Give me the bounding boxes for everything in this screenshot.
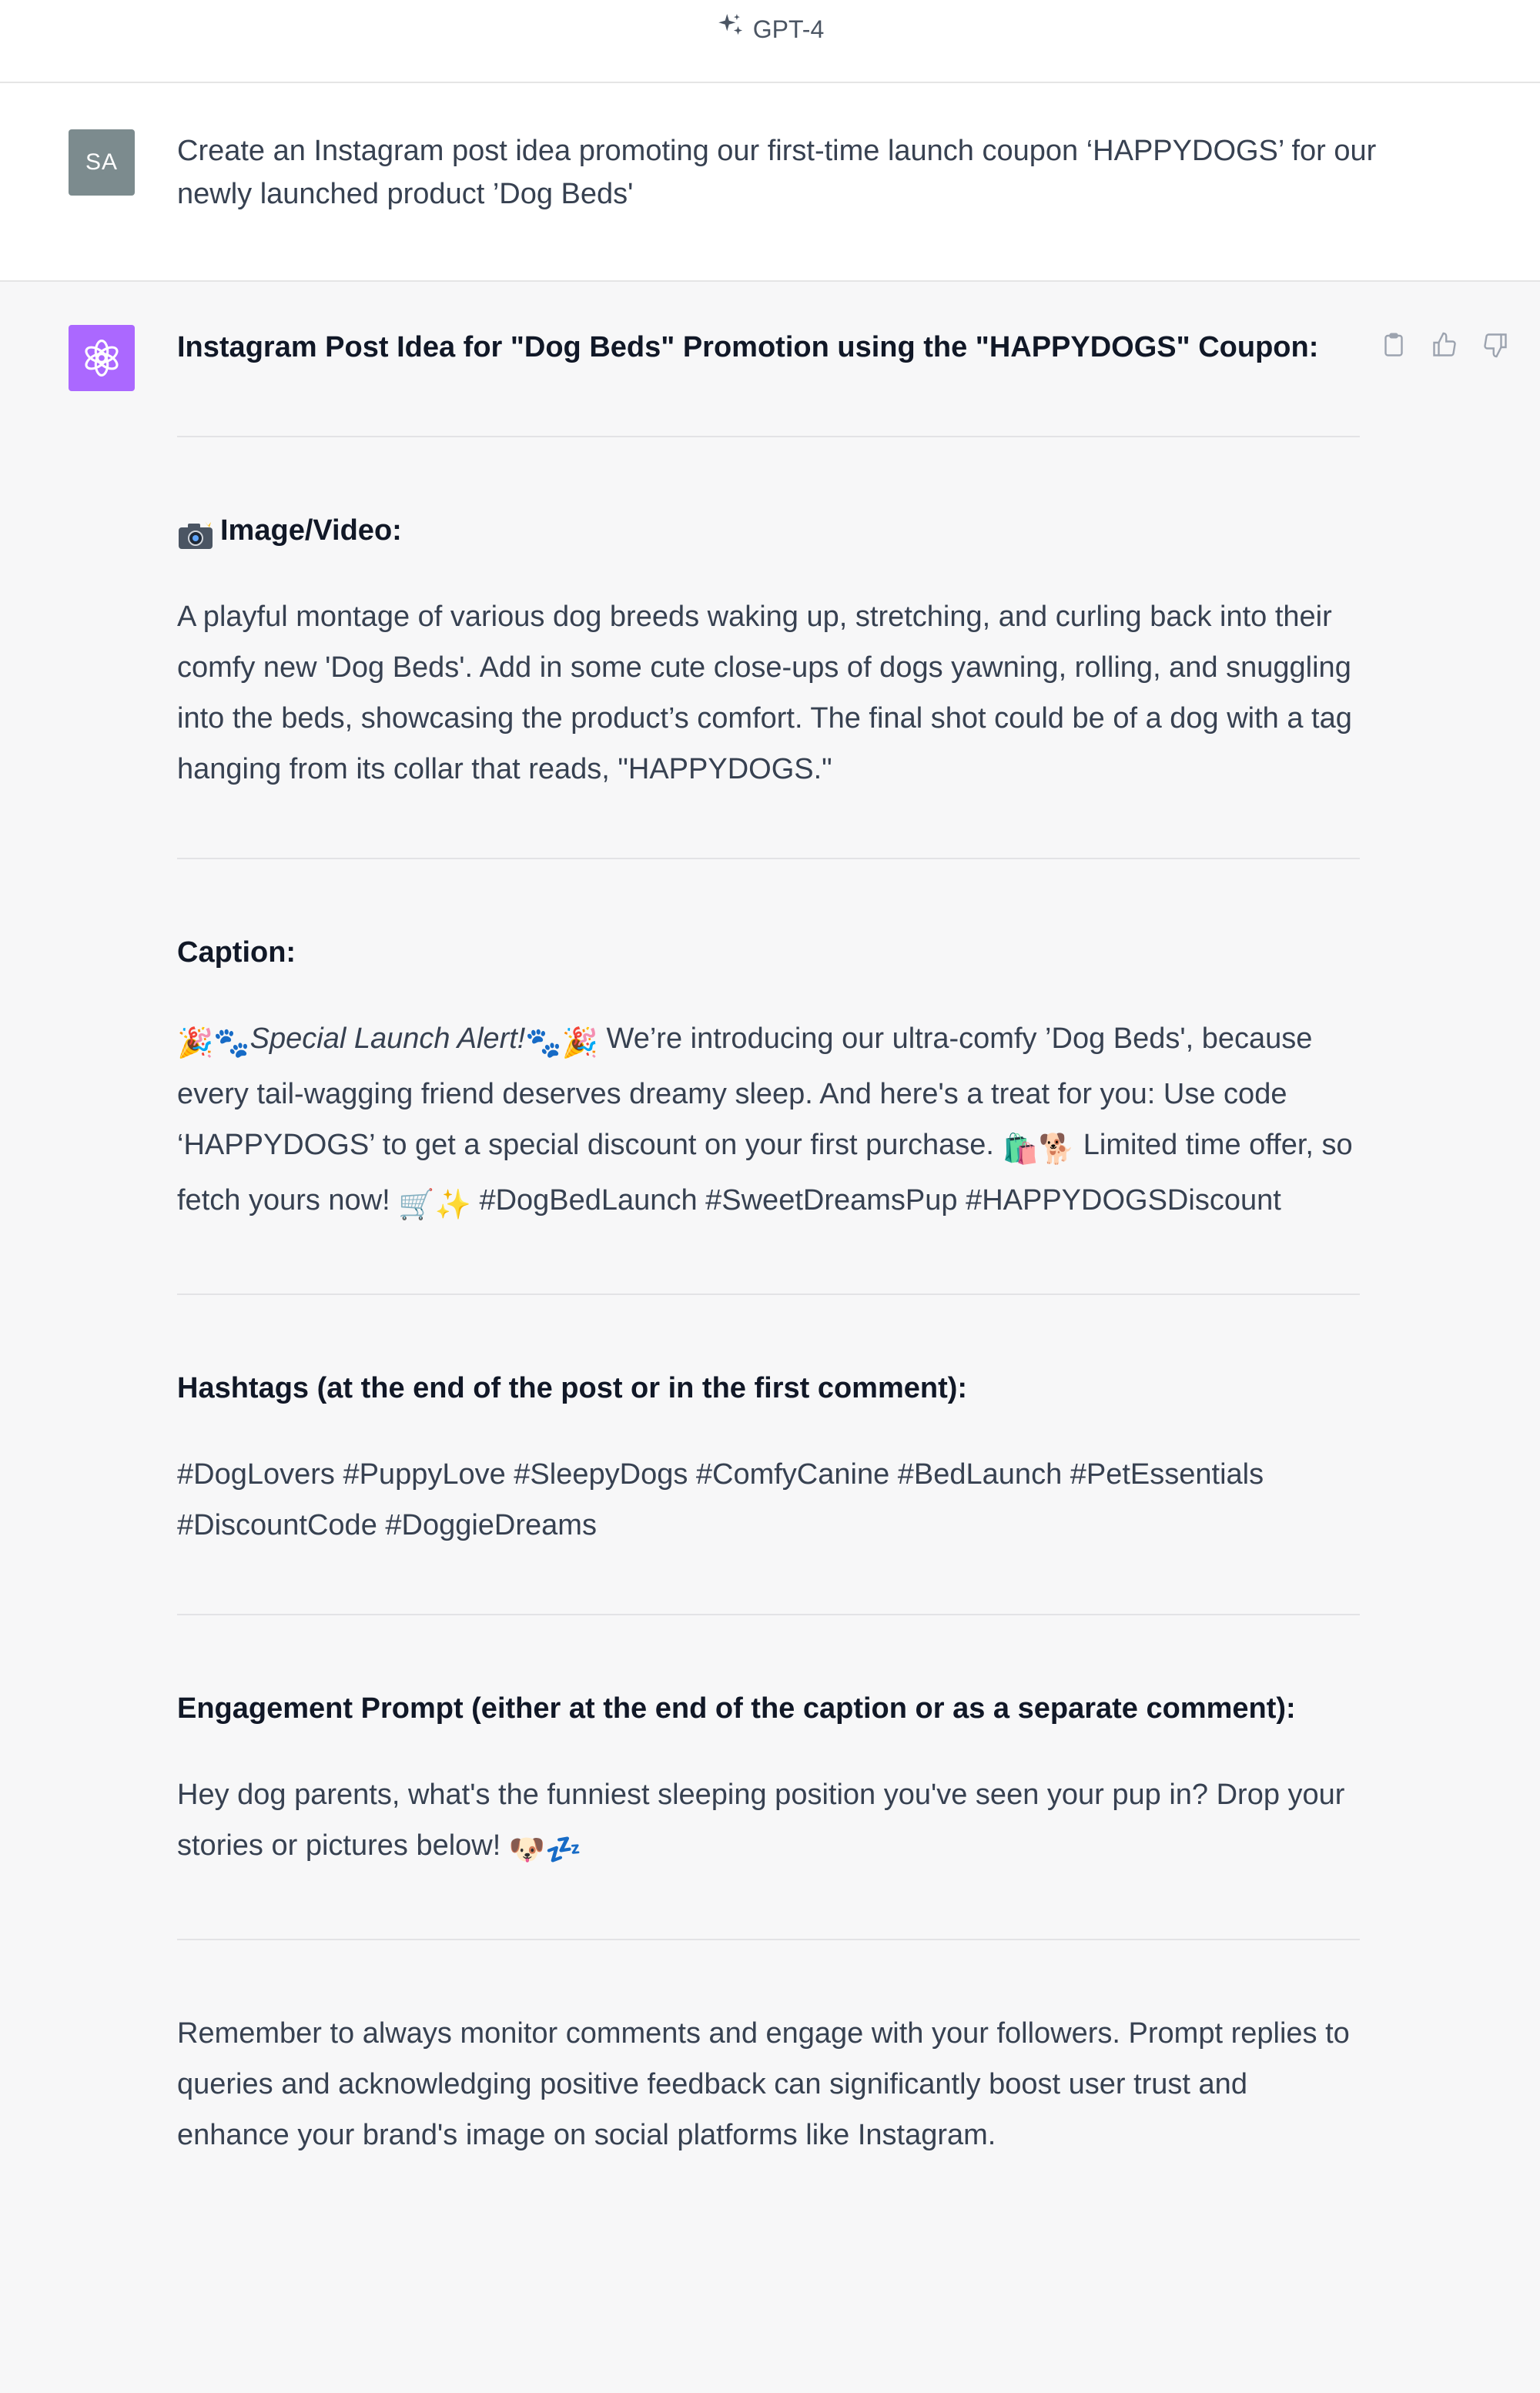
message-actions — [1380, 331, 1509, 359]
avatar-initials: SA — [85, 149, 119, 175]
user-message — [0, 83, 1540, 282]
engagement-text: Hey dog parents, what's the funniest sleeping position you've seen your pup in? Drop your stories or pictures below! — [177, 1779, 1345, 1862]
closing-body: Remember to always monitor comments and engage with your followers. Prompt replies to queries and acknowledging positive feedback can significantly boost user trust and enhance your brand's image on social platforms like Instagram. — [177, 2017, 1350, 2151]
clipboard-icon[interactable] — [1380, 331, 1408, 359]
model-selector[interactable] — [716, 12, 824, 47]
divider — [177, 858, 1360, 859]
assistant-response — [177, 322, 1360, 2160]
launch-alert-text: Special Launch Alert! — [249, 1022, 526, 1055]
dog-sleep-emoji: 🐶💤 — [508, 1834, 582, 1866]
hashtags-heading: Hashtags (at the end of the post or in the first comment): — [177, 1372, 968, 1404]
image-video-body: A playful montage of various dog breeds waking up, stretching, and curling back into their comfy new 'Dog Beds'. Add in some cute close-ups of dogs yawning, rolling, and snuggling into the beds, showcasing the product’s comfort. The final shot could be of a dog with a tag hanging from its collar that reads, "HAPPYDOGS." — [177, 601, 1352, 785]
paws-party-emoji: 🐾🎉 — [525, 1027, 598, 1059]
caption-text-2: Limited time offer, so fetch yours now! — [177, 1129, 1353, 1217]
thumbs-up-icon[interactable] — [1431, 331, 1458, 359]
engagement-heading: Engagement Prompt (either at the end of the caption or as a separate comment): — [177, 1692, 1296, 1725]
caption-tags: #DogBedLaunch #SweetDreamsPup #HAPPYDOGSDiscount — [470, 1184, 1281, 1217]
party-paws-emoji: 🎉🐾 — [177, 1027, 250, 1059]
caption-body — [177, 1013, 1360, 1230]
caption-heading: Caption: — [177, 936, 296, 969]
hashtags-body: #DogLovers #PuppyLove #SleepyDogs #ComfyCanine #BedLaunch #PetEssentials #DiscountCode #DoggieDreams — [177, 1458, 1264, 1541]
cart-sparkles-emoji: 🛒✨ — [398, 1189, 471, 1221]
assistant-message — [0, 282, 1540, 2393]
openai-logo-icon — [69, 325, 135, 391]
camera-flash-icon — [177, 516, 214, 545]
image-video-heading — [177, 505, 1360, 556]
divider — [177, 436, 1360, 437]
engagement-body — [177, 1769, 1360, 1876]
top-bar — [0, 0, 1540, 83]
divider — [177, 1614, 1360, 1615]
image-video-heading-text: Image/Video: — [220, 514, 402, 547]
user-message-text: Create an Instagram post idea promoting our first-time launch coupon ‘HAPPYDOGS’ for our newly launched product ’Dog Beds' — [177, 135, 1377, 210]
response-title: Instagram Post Idea for "Dog Beds" Promotion using the "HAPPYDOGS" Coupon: — [177, 331, 1319, 363]
bags-dog-emoji: 🛍️🐕 — [1002, 1133, 1076, 1166]
caption-text-1: We’re introducing our ultra-comfy ’Dog Beds', because every tail-wagging friend deserves dreamy sleep. And here's a treat for you: Use code ‘HAPPYDOGS’ to get a special discount on your first purchase. — [177, 1022, 1313, 1161]
divider — [177, 1939, 1360, 1940]
thumbs-down-icon[interactable] — [1481, 331, 1509, 359]
divider — [177, 1294, 1360, 1295]
model-name: GPT-4 — [752, 15, 825, 43]
user-avatar — [69, 129, 135, 196]
sparkle-icon — [716, 12, 745, 47]
